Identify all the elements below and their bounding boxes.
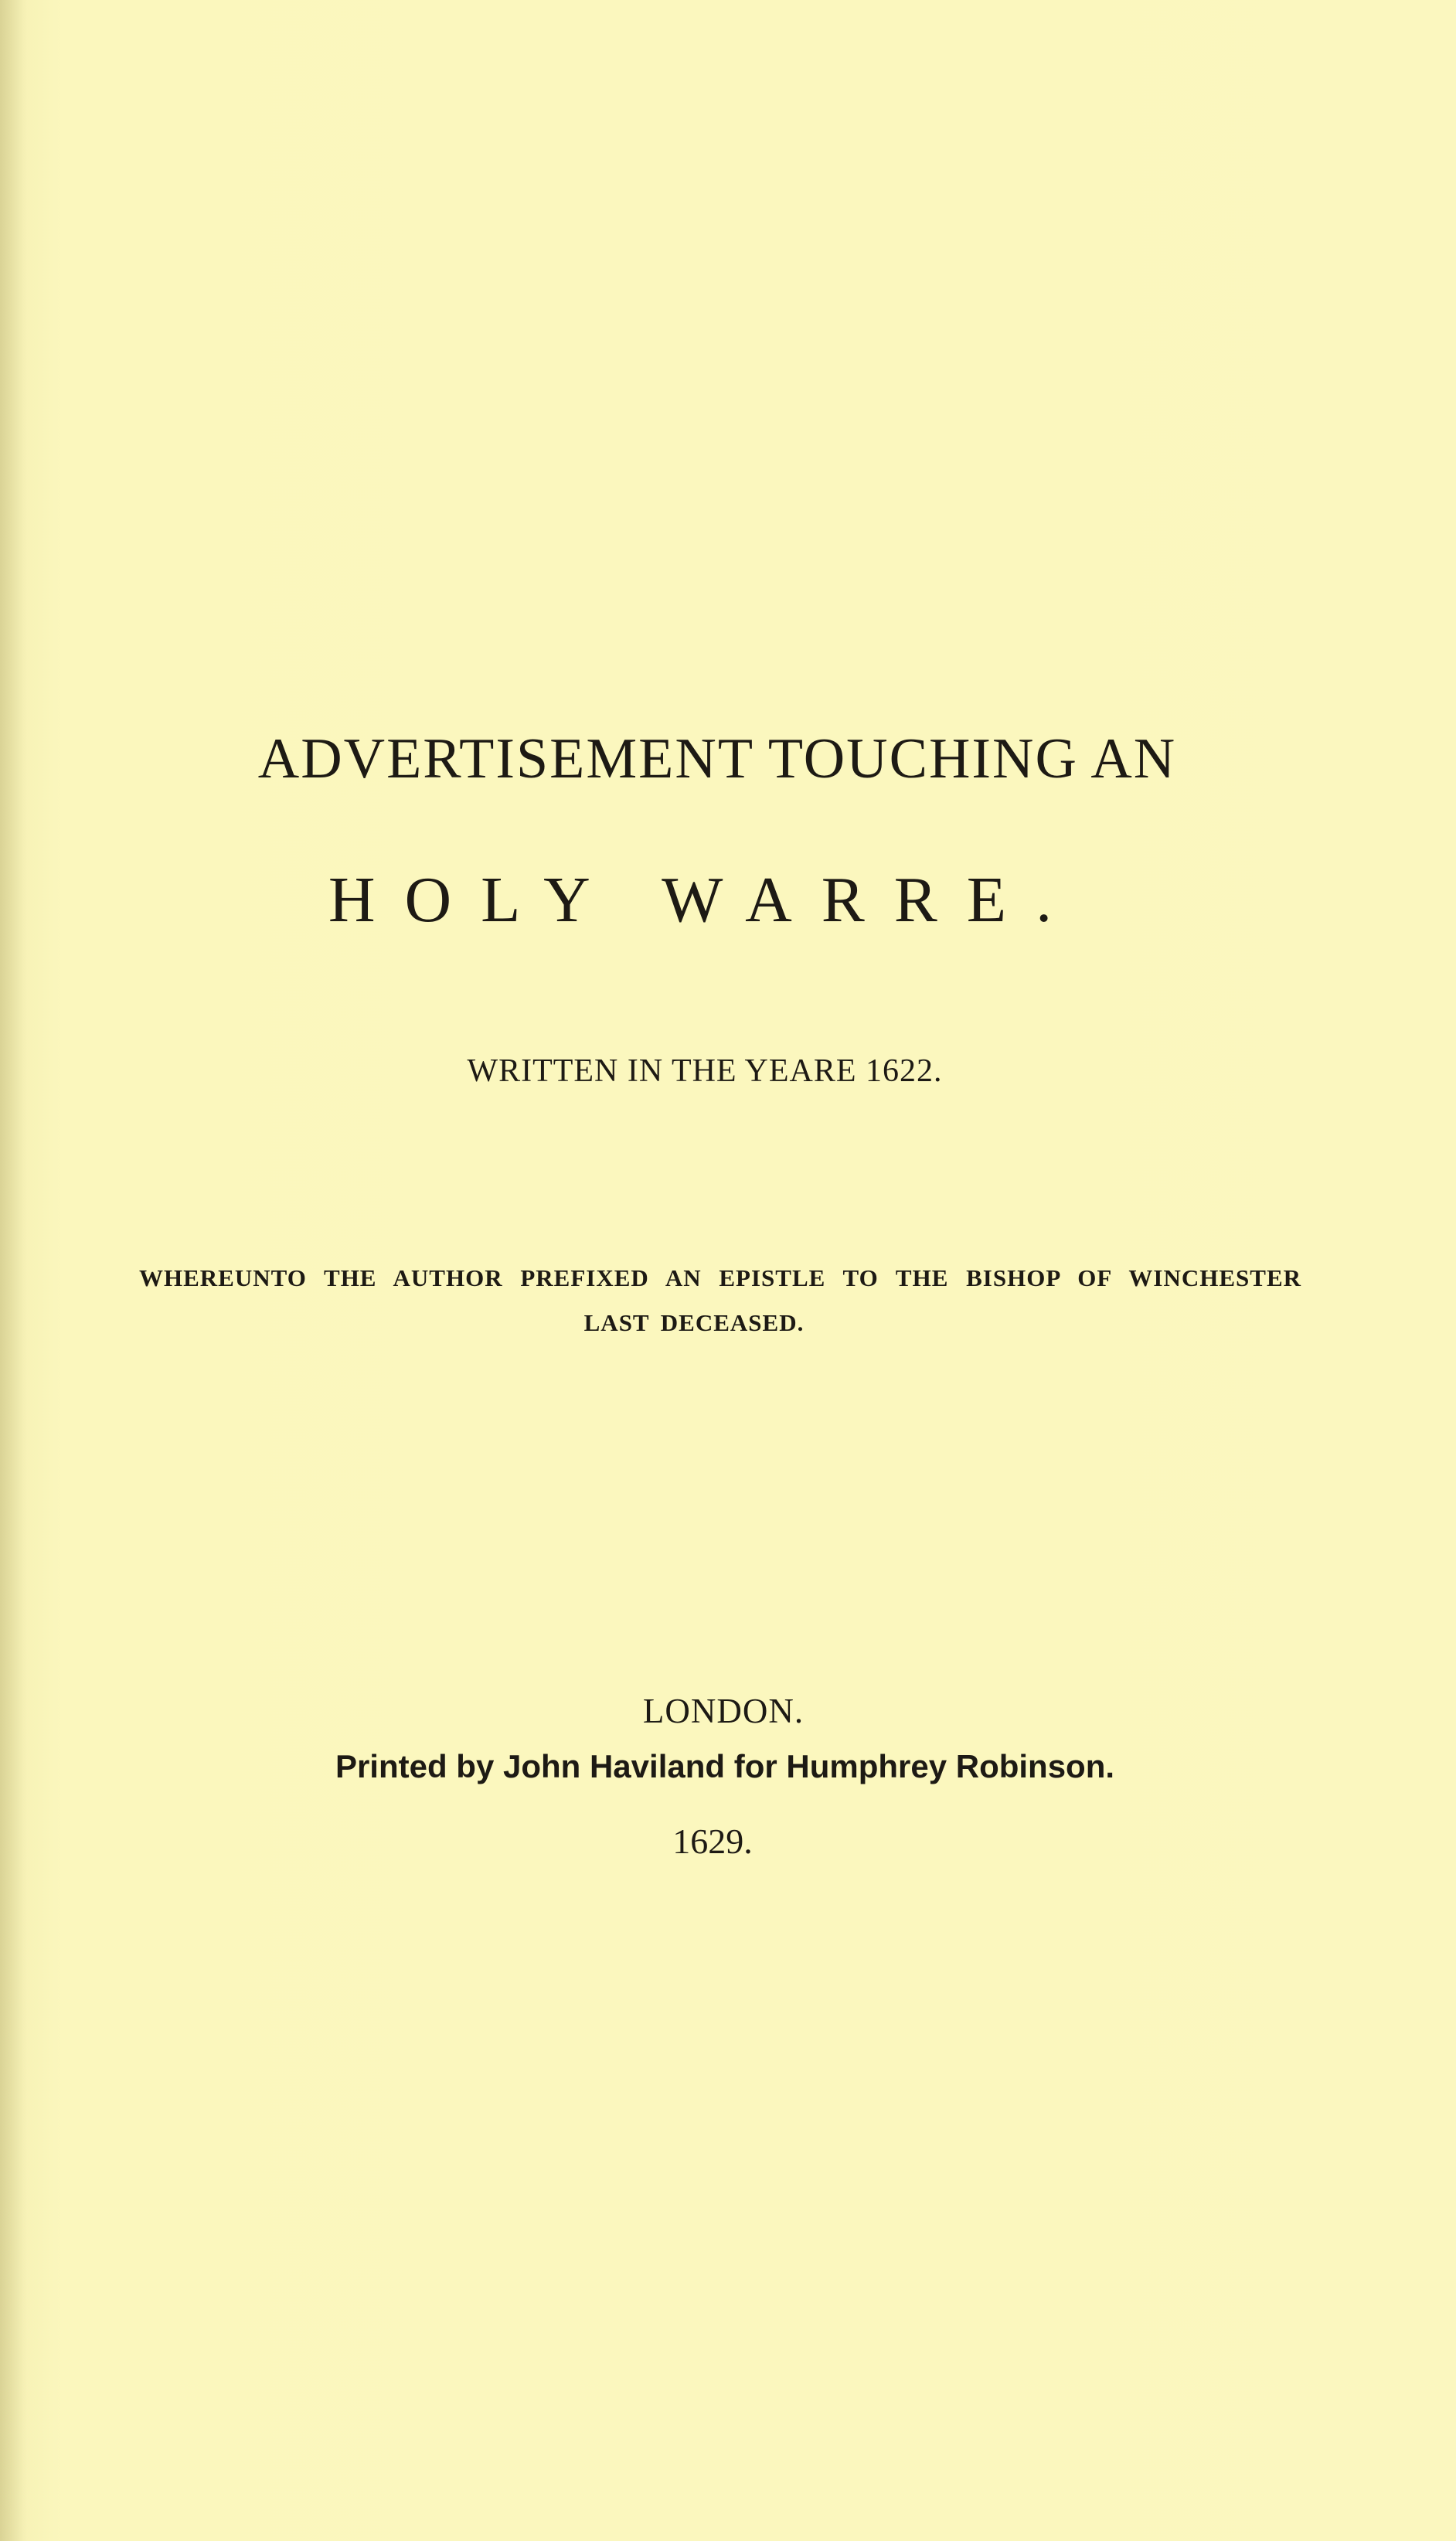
dedication-line-1: WHEREUNTO THE AUTHOR PREFIXED AN EPISTLE TO THE BISHOP OF WINCHESTER — [138, 1264, 1302, 1291]
title-line-2: HOLY WARRE. — [328, 864, 1082, 936]
dedication-line-2: LAST DECEASED. — [583, 1309, 805, 1336]
title-line-1: ADVERTISEMENT TOUCHING AN — [257, 727, 1177, 791]
imprint-printer: Printed by John Haviland for Humphrey Robinson. — [335, 1748, 1115, 1784]
written-date: WRITTEN IN THE YEARE 1622. — [467, 1053, 943, 1089]
imprint-year: 1629. — [672, 1822, 753, 1861]
imprint-place: LONDON. — [642, 1692, 805, 1730]
